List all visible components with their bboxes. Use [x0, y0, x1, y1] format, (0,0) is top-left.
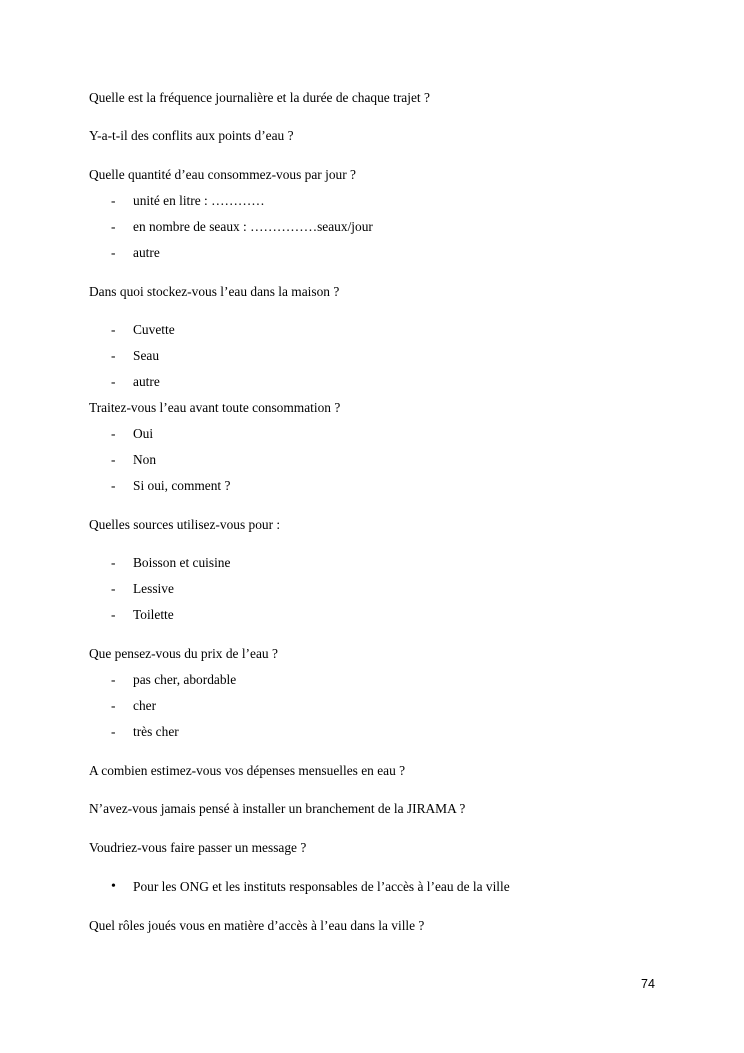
treatment-option-no: Non	[133, 452, 157, 467]
list-bullet: •	[111, 879, 116, 894]
list-dash: -	[111, 374, 116, 389]
price-option-cheap: pas cher, abordable	[133, 672, 237, 687]
question-water-point-conflicts: Y-a-t-il des conflits aux points d’eau ?	[89, 128, 294, 143]
list-dash: -	[111, 452, 116, 467]
list-dash: -	[111, 426, 116, 441]
list-dash: -	[111, 478, 116, 493]
question-sources: Quelles sources utilisez-vous pour :	[89, 517, 281, 532]
question-storage: Dans quoi stockez-vous l’eau dans la maison ?	[89, 284, 340, 299]
list-dash: -	[111, 348, 116, 363]
question-treatment: Traitez-vous l’eau avant toute consommation ?	[89, 400, 341, 415]
treatment-option-how: Si oui, comment ?	[133, 478, 231, 493]
storage-option-seau: Seau	[133, 348, 160, 363]
list-dash: -	[111, 581, 116, 596]
list-dash: -	[111, 672, 116, 687]
list-dash: -	[111, 193, 116, 208]
price-option-very-expensive: très cher	[133, 724, 179, 739]
question-daily-consumption: Quelle quantité d’eau consommez-vous par jour ?	[89, 167, 356, 182]
question-trip-frequency: Quelle est la fréquence journalière et la durée de chaque trajet ?	[89, 90, 430, 105]
question-price: Que pensez-vous du prix de l’eau ?	[89, 646, 278, 661]
question-roles: Quel rôles joués vous en matière d’accès à l’eau dans la ville ?	[89, 918, 425, 933]
price-option-expensive: cher	[133, 698, 157, 713]
list-dash: -	[111, 245, 116, 260]
message-ong-institutes: Pour les ONG et les instituts responsables de l’accès à l’eau de la ville	[133, 879, 510, 894]
list-dash: -	[111, 322, 116, 337]
list-dash: -	[111, 698, 116, 713]
list-dash: -	[111, 607, 116, 622]
consumption-option-other: autre	[133, 245, 160, 260]
list-dash: -	[111, 555, 116, 570]
list-dash: -	[111, 219, 116, 234]
source-option-toilet: Toilette	[133, 607, 174, 622]
list-dash: -	[111, 724, 116, 739]
page-number: 74	[641, 977, 655, 991]
source-option-drink-cook: Boisson et cuisine	[133, 555, 231, 570]
source-option-laundry: Lessive	[133, 581, 174, 596]
consumption-option-litre: unité en litre : …………	[133, 193, 265, 208]
storage-option-cuvette: Cuvette	[133, 322, 175, 337]
question-monthly-spending: A combien estimez-vous vos dépenses mensuelles en eau ?	[89, 763, 406, 778]
question-message: Voudriez-vous faire passer un message ?	[89, 840, 307, 855]
consumption-option-buckets: en nombre de seaux : ……………seaux/jour	[133, 219, 373, 234]
storage-option-other: autre	[133, 374, 160, 389]
question-jirama-connection: N’avez-vous jamais pensé à installer un branchement de la JIRAMA ?	[89, 801, 466, 816]
treatment-option-yes: Oui	[133, 426, 154, 441]
